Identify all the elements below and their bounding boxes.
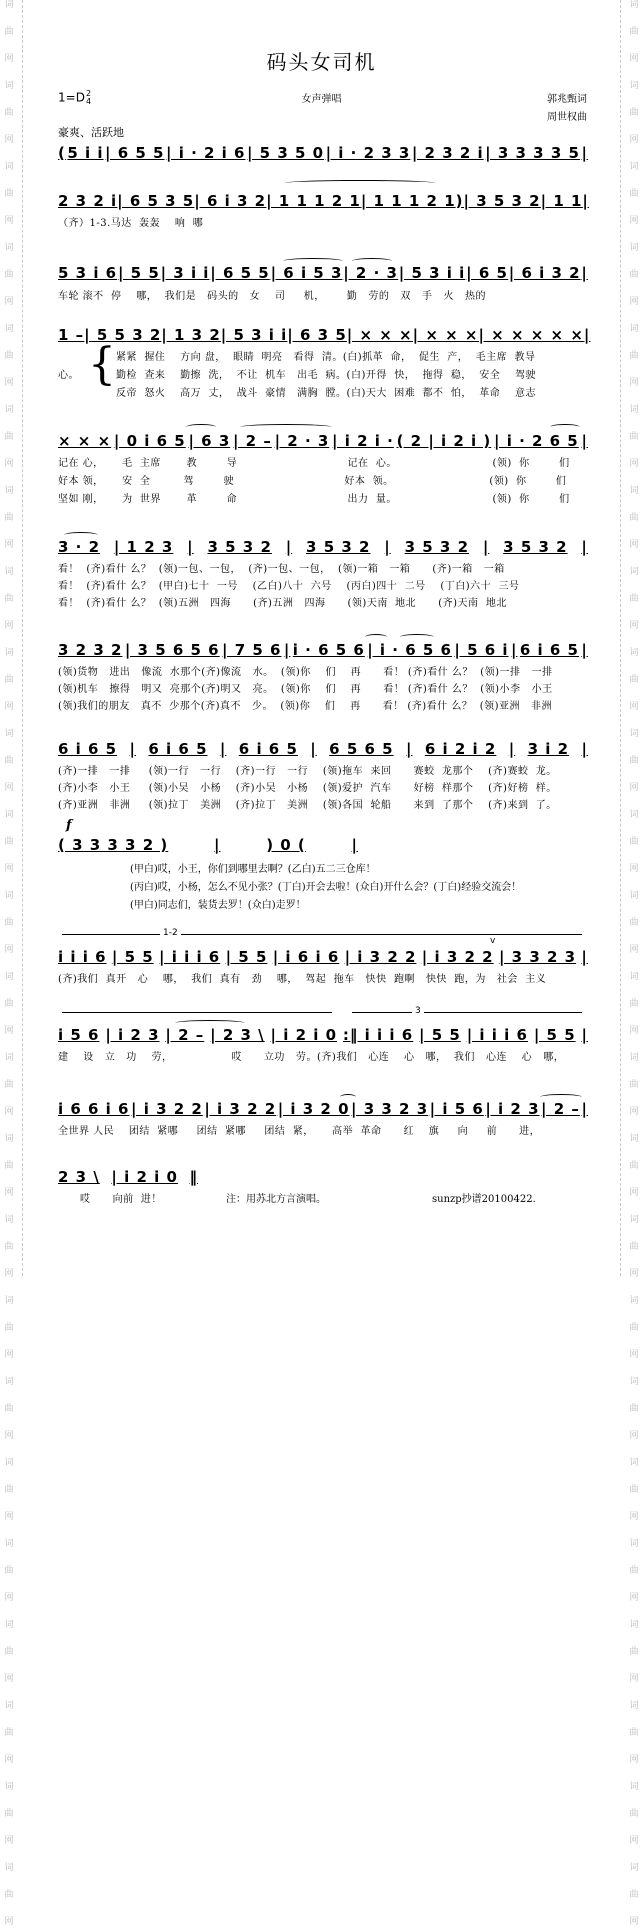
note-group: | i 2 i 0 bbox=[270, 1026, 338, 1044]
forte-mark: f bbox=[66, 818, 72, 833]
accent-mark: v bbox=[490, 936, 496, 946]
note-group: 5 i i bbox=[67, 144, 104, 162]
lyric-line: (齐)小李 小王 (领)小吴 小杨 (齐)小吴 小杨 (领)爱护 汽车 好榜 样那个 (齐)好榜 样。 bbox=[58, 783, 557, 794]
note-group: 1 – bbox=[58, 326, 85, 344]
note-group: | 3 5 3 2 bbox=[463, 192, 541, 210]
key-signature: 1=D2 4 bbox=[58, 89, 92, 106]
note-group: | bbox=[187, 538, 194, 556]
note-group: | 5 5 bbox=[419, 1026, 461, 1044]
transcriber-credit: sunzp抄谱20100422. bbox=[432, 1194, 536, 1205]
note-group: | 5 5 3 2 bbox=[84, 326, 162, 344]
note-group: | bbox=[583, 326, 591, 344]
note-group: | 2 – bbox=[232, 432, 272, 450]
note-group: | i i i 6 bbox=[466, 1026, 528, 1044]
note-group: 6 i 6 5 bbox=[148, 740, 208, 758]
lyric-line: 坚如 刚， 为 世界 革 命 出力 量。 (领) 你 们 bbox=[58, 494, 570, 505]
note-group: | 5 5 bbox=[225, 948, 268, 966]
score-row-8 bbox=[58, 738, 588, 760]
note-group: | 2 · 3 bbox=[274, 432, 330, 450]
score-row-6 bbox=[58, 536, 588, 558]
note-group: ( 3 3 3 3 2 ) bbox=[58, 836, 169, 854]
note-group: ) 0 ( bbox=[266, 836, 306, 854]
note-group: | bbox=[581, 144, 588, 162]
note-group: 3 · 2 bbox=[58, 538, 101, 556]
note-group: | 6 3 bbox=[188, 432, 231, 450]
lyric-line: 看！ (齐)看什 么？ (甲白)七十 一号 (乙白)八十 六号 (丙白)四十 二号 (丁白)六十 三号 bbox=[58, 581, 520, 592]
note-group: | i 3 2 2 bbox=[204, 1100, 277, 1118]
lyric-line: 哎 向前 进！ bbox=[80, 1194, 162, 1205]
verse-brace-icon: { bbox=[88, 339, 116, 390]
note-group: | 5 3 i i bbox=[398, 264, 466, 282]
dialogue-line: (丙白)哎，小杨，怎么不见小张？(丁白)开会去啦！(众白)开什么会？(丁白)经验交流会！ bbox=[130, 882, 522, 893]
score-row-10 bbox=[58, 946, 588, 968]
lyric-line: (齐)一排 一排 (领)一行 一行 (齐)一行 一行 (领)拖车 来回 赛蛟 龙那个 (齐)赛蛟 龙。 bbox=[58, 766, 557, 777]
note-group: 3 5 3 2 bbox=[404, 538, 470, 556]
volta-label: 3 bbox=[412, 1006, 424, 1016]
note-group: | 3 5 6 5 6 bbox=[124, 641, 220, 659]
note-group: | i 6 i 6 bbox=[272, 948, 340, 966]
note-group: × × × bbox=[58, 432, 112, 450]
note-group: 6 i 6 5 bbox=[519, 641, 579, 659]
note-group: 6 i 2 i 2 bbox=[424, 740, 497, 758]
note-group: | × × × bbox=[412, 326, 479, 344]
note-group: ( bbox=[58, 144, 66, 162]
note-group: | bbox=[508, 740, 516, 758]
note-group: i i i 6 bbox=[58, 948, 107, 966]
note-group: | i 2 i · bbox=[332, 432, 394, 450]
score-row-13 bbox=[58, 1166, 198, 1188]
watermark-left: 词 曲 网 词 曲 网 词 曲 网 词 曲 网 词 曲 网 词 曲 网 词 曲 网 词 曲 网 词 曲 网 词 曲 网 词 曲 网 词 曲 网 词 曲 网 词 曲 网 词 曲 网 词 曲 网 词 曲 网 词 曲 网 词 曲 网 词 曲 网 词 曲 网 词 曲 网 词 曲 网 词 曲 网 bbox=[4, 0, 14, 1927]
note-group: | 7 5 6 bbox=[222, 641, 282, 659]
note-group: 2 3 2 i bbox=[58, 192, 118, 210]
song-title: 码头女司机 bbox=[266, 50, 377, 74]
note-group: | i 5 6 bbox=[429, 1100, 484, 1118]
note-group: | bbox=[219, 740, 227, 758]
score-row-12 bbox=[58, 1098, 588, 1120]
note-group: | i · 2 6 5 bbox=[494, 432, 579, 450]
note-group: i · 6 5 6 bbox=[292, 641, 365, 659]
lyric-line: 记在 心， 毛 主席 教 导 记在 心。 (领) 你 们 bbox=[58, 458, 570, 469]
note-group: 6 i 6 5 bbox=[238, 740, 298, 758]
note-group: | i i i 6 bbox=[159, 948, 221, 966]
lyric-line: 建 设 立 功 劳， 哎 立功 劳。(齐)我们 心连 心 哪， 我们 心连 心 哪， bbox=[58, 1052, 565, 1063]
margin-line-right bbox=[620, 0, 621, 1276]
score-row-7 bbox=[58, 639, 588, 661]
note-group: | bbox=[510, 641, 518, 659]
note-group: | 6 i 5 3 bbox=[270, 264, 343, 282]
lyric-line: （齐）1-3.马达 轰轰 响 哪 bbox=[58, 218, 204, 229]
note-group: | 1 1 bbox=[540, 192, 583, 210]
composer-credit: 周世权曲 bbox=[547, 112, 587, 123]
note-group: | bbox=[581, 538, 588, 556]
lyric-line: 车轮 滚不 停 哪， 我们是 码头的 女 司 机， 勤 劳的 双 手 火 热的 bbox=[58, 291, 487, 302]
note-group: | bbox=[581, 740, 588, 758]
note-group: i 6 6 i 6 bbox=[58, 1100, 130, 1118]
lyric-line: (领)我们的朋友 真不 少那个(齐)真不 少。 (领)你 们 再 看！ (齐)看什 么？ (领)亚洲 非洲 bbox=[58, 701, 553, 712]
verse-3-lyric: 反帝 怒火 高万 丈， 战斗 豪情 满胸 膛。(白)天大 困难 都不 怕， 革命 意志 bbox=[116, 388, 536, 399]
note-group: | 5 6 i bbox=[454, 641, 509, 659]
note-group: | bbox=[310, 740, 317, 758]
lyric-line: 全世界 人民 团结 紧哪 团结 紧哪 团结 紧， 高举 革命 红 旗 向 前 进， bbox=[58, 1126, 541, 1137]
note-group: | 2 – bbox=[165, 1026, 205, 1044]
note-group: ‖ bbox=[189, 1168, 198, 1186]
note-group: | bbox=[581, 641, 588, 659]
note-group: 6 i 6 5 bbox=[58, 740, 118, 758]
note-group: | bbox=[581, 264, 588, 282]
note-group: 3 2 3 2 bbox=[58, 641, 123, 659]
dialogue-line: (甲白)哎，小王，你们到哪里去啊？(乙白)五二三仓库！ bbox=[130, 864, 376, 875]
tempo-marking: 豪爽、活跃地 bbox=[58, 126, 124, 139]
note-group: | bbox=[482, 538, 490, 556]
note-group: | i · 2 i 6 bbox=[166, 144, 246, 162]
note-group: | 1 3 2 bbox=[161, 326, 221, 344]
note-group: | 6 5 5 bbox=[105, 144, 165, 162]
note-group: | i 3 2 2 bbox=[421, 948, 494, 966]
note-group: | × × × bbox=[346, 326, 413, 344]
volta-bracket-1-2 bbox=[62, 934, 582, 935]
note-group: | bbox=[581, 948, 588, 966]
score-row-1 bbox=[58, 142, 588, 164]
lyric-line: 好本 领， 安 全 驾 驶 好本 领。 (领) 你 们 bbox=[58, 476, 567, 487]
note-group: | 2 · 3 bbox=[343, 264, 398, 282]
note-group: 3 5 3 2 bbox=[207, 538, 272, 556]
note-group: | bbox=[129, 740, 136, 758]
note-group: | 1 2 3 bbox=[113, 538, 174, 556]
watermark-right: 词 曲 网 词 曲 网 词 曲 网 词 曲 网 词 曲 网 词 曲 网 词 曲 网 词 曲 网 词 曲 网 词 曲 网 词 曲 网 词 曲 网 词 曲 网 词 曲 网 词 曲 网 词 曲 网 词 曲 网 词 曲 网 词 曲 网 词 曲 网 词 曲 网 词 曲 网 词 曲 网 词 曲 网 bbox=[629, 0, 639, 1927]
note-group: | bbox=[283, 641, 291, 659]
note-group: | 3 i i bbox=[160, 264, 210, 282]
note-group: | 6 5 bbox=[466, 264, 508, 282]
performance-note: 注：用苏北方言演唱。 bbox=[226, 1194, 326, 1205]
crescendo-mark bbox=[285, 180, 435, 186]
margin-line-left bbox=[22, 0, 23, 1276]
note-group: | bbox=[582, 192, 589, 210]
note-group: 3 i 2 bbox=[527, 740, 570, 758]
note-group: | bbox=[351, 836, 358, 854]
verse-1-lyric: 紧紧 握住 方向 盘， 眼睛 明亮 看得 清。(白)抓革 命， 促生 产， 毛主席 教导 bbox=[116, 352, 536, 363]
note-group: 3 5 3 2 bbox=[503, 538, 568, 556]
note-group: | 0 i 6 5 bbox=[113, 432, 186, 450]
note-group: | 3 3 3 3 5 bbox=[485, 144, 580, 162]
note-group: i 5 6 bbox=[58, 1026, 100, 1044]
lyricist-credit: 郭兆甄词 bbox=[547, 94, 587, 105]
note-group: ) bbox=[455, 192, 464, 210]
score-row-2 bbox=[58, 190, 588, 212]
note-group: | 1 1 1 2 1 bbox=[360, 192, 456, 210]
lyric-line: (领)货物 进出 像流 水那个(齐)像流 水。 (领)你 们 再 看！ (齐)看什 么？ (领)一排 一排 bbox=[58, 667, 553, 678]
dialogue-line: (甲白)同志们，装货去罗！(众白)走罗！ bbox=[130, 900, 306, 911]
lyric-line: (领)机车 擦得 明又 亮那个(齐)明又 亮。 (领)你 们 再 看！ (齐)看什 么？ (领)小李 小王 bbox=[58, 684, 553, 695]
note-group: | bbox=[384, 538, 391, 556]
note-group: :‖ i i i 6 bbox=[342, 1026, 414, 1044]
note-group: 5 3 i 6 bbox=[58, 264, 118, 282]
note-group: | bbox=[581, 1026, 588, 1044]
lyric-line: 看！ (齐)看什 么？ (领)五洲 四海 (齐)五洲 四海 (领)天南 地北 (齐)天南 地北 bbox=[58, 598, 507, 609]
note-group: 3 5 3 2 bbox=[306, 538, 371, 556]
note-group: | i 2 i 0 bbox=[111, 1168, 178, 1186]
note-group: | i · 2 3 3 bbox=[325, 144, 411, 162]
note-group: | × × × × × bbox=[478, 326, 584, 344]
note-group: | i 2 3 bbox=[105, 1026, 160, 1044]
performance-style: 女声弹唱 bbox=[301, 94, 342, 105]
note-group: | i 3 2 2 bbox=[131, 1100, 203, 1118]
note-group: | 6 5 3 5 bbox=[117, 192, 195, 210]
note-group: | i 3 2 2 bbox=[344, 948, 417, 966]
verse-2-lyric: 勤检 查来 勤擦 洗， 不让 机车 出毛 病。(白)开得 快， 拖得 稳， 安全 驾驶 bbox=[116, 370, 536, 381]
score-row-4 bbox=[58, 324, 591, 346]
note-group: | 3 3 2 3 bbox=[351, 1100, 429, 1118]
note-group: | 5 5 bbox=[533, 1026, 576, 1044]
note-group: | 2 3 \ bbox=[210, 1026, 265, 1044]
lyric-line: (齐)我们 真开 心 哪， 我们 真有 劲 哪， 驾起 拖车 快快 跑啊 快快 跑，为 社会 主义 bbox=[58, 974, 547, 985]
note-group: | 6 3 5 bbox=[287, 326, 347, 344]
lyric-line: 看！ (齐)看什 么？ (领)一包、一包， (齐)一包、一包， (领)一箱 一箱 (齐)一箱 一箱 bbox=[58, 564, 505, 575]
note-group: | 5 3 5 0 bbox=[246, 144, 325, 162]
note-group: | i 2 3 bbox=[485, 1100, 540, 1118]
score-row-3 bbox=[58, 262, 588, 284]
note-group: | bbox=[285, 538, 293, 556]
note-group: 6 5 6 5 bbox=[329, 740, 394, 758]
volta-bracket-line bbox=[62, 1012, 332, 1013]
lyric-line: 心。 bbox=[58, 370, 79, 381]
note-group: | 6 5 5 bbox=[210, 264, 270, 282]
note-group: | bbox=[213, 836, 221, 854]
score-row-5 bbox=[58, 430, 588, 452]
note-group: 2 3 \ bbox=[58, 1168, 100, 1186]
note-group: | bbox=[581, 1100, 588, 1118]
note-group: | bbox=[405, 740, 413, 758]
note-group: | 2 3 2 i bbox=[411, 144, 484, 162]
volta-bracket-3 bbox=[352, 1012, 582, 1013]
note-group: | i 3 2 0 bbox=[277, 1100, 350, 1118]
note-group: ( 2 | i 2 i ) bbox=[396, 432, 492, 450]
score-row-9 bbox=[58, 834, 358, 856]
note-group: | bbox=[581, 432, 588, 450]
note-group: | 5 5 bbox=[117, 264, 160, 282]
note-group: | 6 i 3 2 bbox=[194, 192, 267, 210]
lyric-line: (齐)亚洲 非洲 (领)拉丁 美洲 (齐)拉丁 美洲 (领)各国 轮船 来到 了那个 (齐)来到 了。 bbox=[58, 800, 557, 811]
note-group: | 3 3 2 3 bbox=[498, 948, 577, 966]
note-group: | 1 1 1 2 1 bbox=[266, 192, 361, 210]
volta-label: 1-2 bbox=[160, 928, 181, 938]
score-row-11 bbox=[58, 1024, 588, 1046]
note-group: | 2 – bbox=[541, 1100, 580, 1118]
note-group: | 6 i 3 2 bbox=[508, 264, 581, 282]
note-group: | i · 6 5 6 bbox=[367, 641, 452, 659]
time-signature: 2 4 bbox=[85, 89, 92, 106]
note-group: | 5 3 i i bbox=[220, 326, 288, 344]
note-group: | 5 5 bbox=[111, 948, 154, 966]
